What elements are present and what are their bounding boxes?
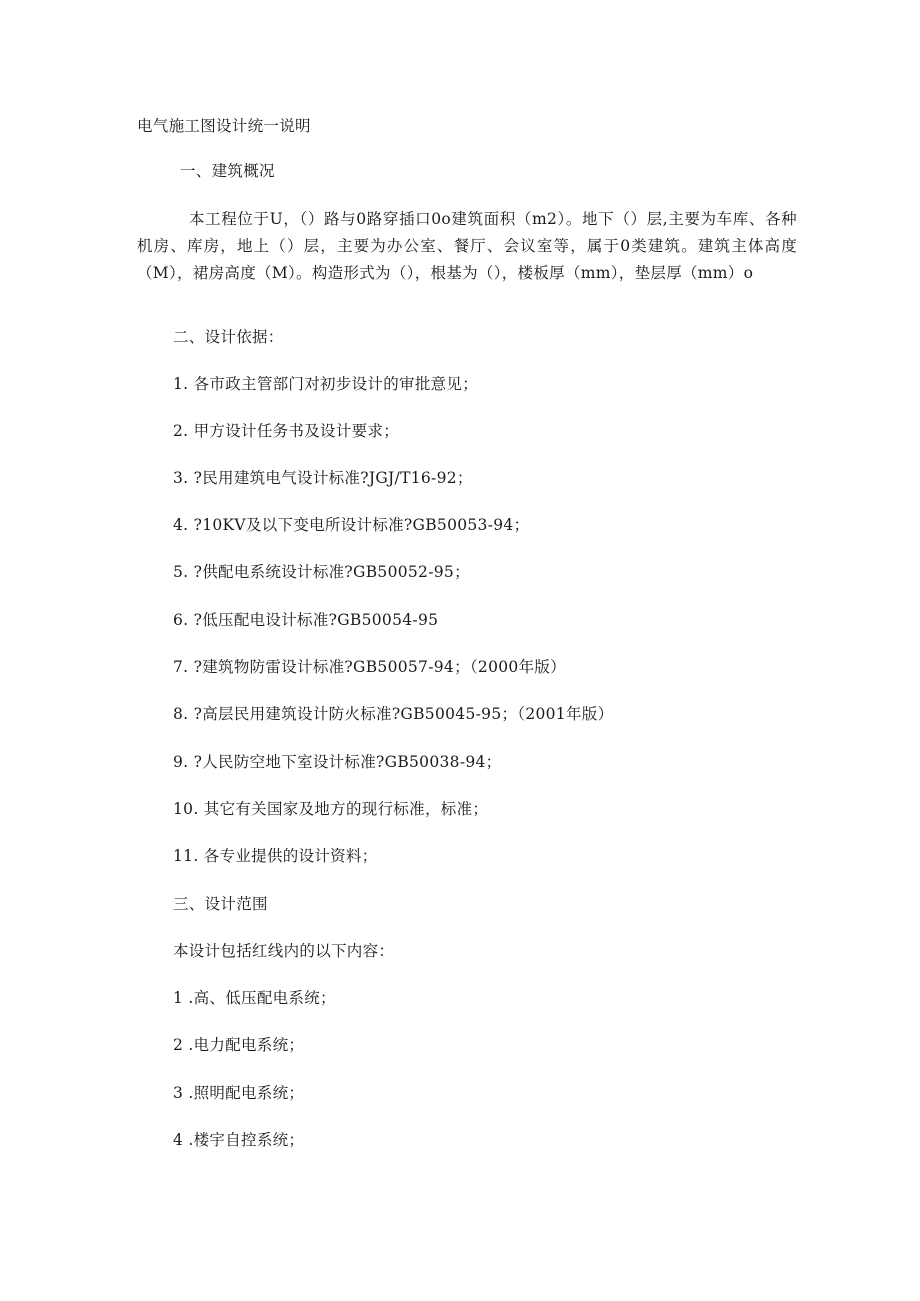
list-item: 1. 各市政主管部门对初步设计的审批意见；	[173, 375, 479, 393]
list-item: 11. 各专业提供的设计资料；	[173, 847, 378, 865]
section-3-intro: 本设计包括红线内的以下内容：	[173, 942, 395, 960]
list-item: 3. ?民用建筑电气设计标准?JGJ/T16-92；	[173, 469, 473, 487]
list-item: 5. ?供配电系统设计标准?GB50052-95；	[173, 563, 470, 581]
list-item: 1 .高、低压配电系统；	[173, 989, 336, 1007]
list-item: 8. ?高层民用建筑设计防火标准?GB50045-95；（2001年版）	[173, 705, 614, 723]
list-item: 3 .照明配电系统；	[173, 1084, 305, 1102]
section-1-paragraph: 本工程位于U，（）路与0路穿插口0o建筑面积（m2）。地下（）层,主要为车库、各种机房、库房，地上（）层，主要为办公室、餐厅、会议室等，属于0类建筑。建筑主体高度（M），裙房高度（M）。构造形式为（），根基为（），楼板厚（mm），垫层厚（mm）o	[137, 210, 797, 282]
list-item: 4 .楼宇自控系统；	[173, 1131, 305, 1149]
section-2-heading: 二、设计依据：	[173, 328, 284, 346]
list-item: 2. 甲方设计任务书及设计要求；	[173, 422, 400, 440]
document-title: 电气施工图设计统一说明	[137, 117, 311, 135]
list-item: 10. 其它有关国家及地方的现行标准，标准；	[173, 800, 489, 818]
section-3-heading: 三、设计范围	[173, 895, 268, 913]
section-1-heading: 一、建筑概况	[180, 162, 275, 180]
list-item: 9. ?人民防空地下室设计标准?GB50038-94；	[173, 753, 502, 771]
list-item: 7. ?建筑物防雷设计标准?GB50057-94；（2000年版）	[173, 658, 566, 676]
list-item: 4. ?10KV及以下变电所设计标准?GB50053-94；	[173, 516, 530, 534]
list-item: 6. ?低压配电设计标准?GB50054-95	[173, 611, 439, 629]
list-item: 2 .电力配电系统；	[173, 1036, 305, 1054]
